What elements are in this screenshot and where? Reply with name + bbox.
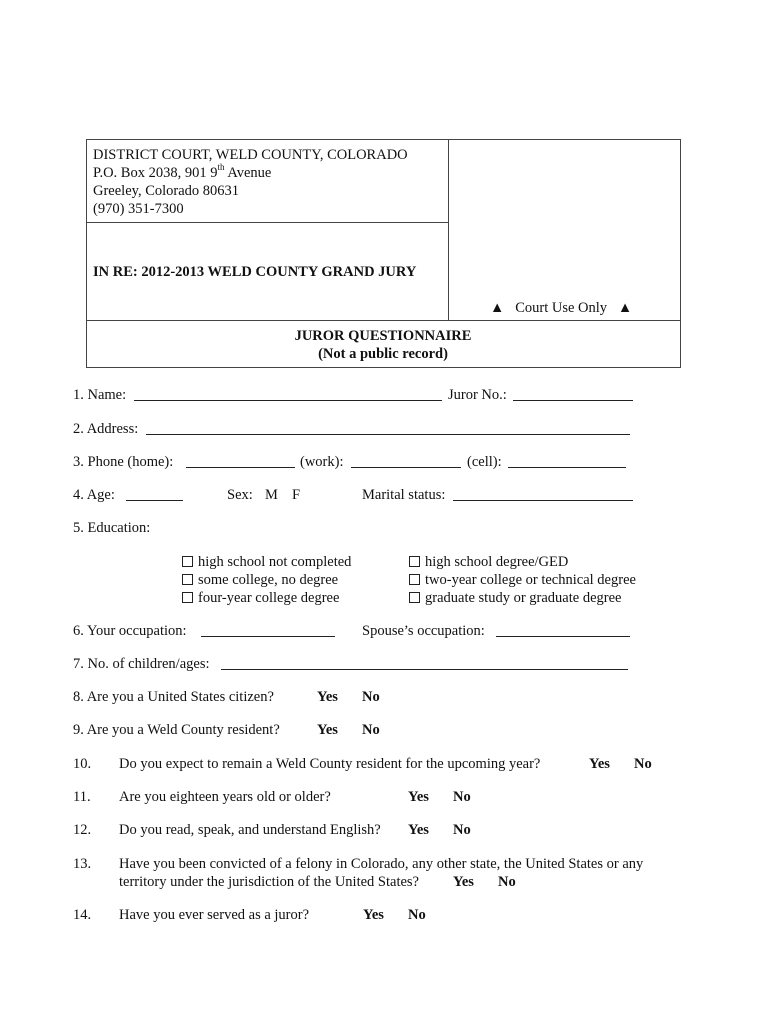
children-field[interactable] [221,656,628,670]
education-option-label: high school not completed [198,554,352,570]
phone-home-label: 3. Phone (home): [73,454,174,470]
form-subtitle: (Not a public record) [318,346,448,362]
felony-question-line1: Have you been convicted of a felony in Colorado, any other state, the United States or any [119,856,644,872]
education-option-label: four-year college degree [198,590,340,606]
checkbox-icon[interactable] [182,574,193,585]
caption-divider-bottom [86,320,680,321]
q12-number: 12. [73,822,92,838]
remain-resident-no[interactable]: No [634,756,652,772]
resident-yes[interactable]: Yes [317,722,338,738]
address-label: 2. Address: [73,421,139,437]
caption-divider-vertical [448,139,449,321]
education-option[interactable] [182,571,338,589]
remain-resident-question: Do you expect to remain a Weld County resident for the upcoming year? [119,756,541,772]
phone-work-field[interactable] [351,454,461,468]
occupation-field[interactable] [201,623,335,637]
felony-question-line2: territory under the jurisdiction of the United States? [119,874,419,890]
court-address-prefix: P.O. Box 2038, 901 9 [93,165,218,181]
english-question: Do you read, speak, and understand English? [119,822,381,838]
age-eighteen-question: Are you eighteen years old or older? [119,789,331,805]
education-option[interactable] [182,589,339,607]
form-title: JUROR QUESTIONNAIRE [294,328,472,344]
age-label: 4. Age: [73,487,115,503]
q10-number: 10. [73,756,92,772]
q14-number: 14. [73,907,92,923]
court-use-only: ▲ Court Use Only ▲ [490,300,633,316]
juror-no-label: Juror No.: [448,387,507,403]
marital-status-field[interactable] [453,487,633,501]
citizen-question: 8. Are you a United States citizen? [73,689,274,705]
court-name: DISTRICT COURT, WELD COUNTY, COLORADO [93,147,408,163]
resident-question: 9. Are you a Weld County resident? [73,722,280,738]
q13-number: 13. [73,856,92,872]
marital-status-label: Marital status: [362,487,446,503]
english-no[interactable]: No [453,822,471,838]
court-city: Greeley, Colorado 80631 [93,183,240,199]
spouse-occupation-field[interactable] [496,623,630,637]
name-label: 1. Name: [73,387,127,403]
sex-option-f[interactable]: F [292,487,301,503]
case-caption: IN RE: 2012-2013 WELD COUNTY GRAND JURY [93,264,417,280]
name-field[interactable] [134,387,442,401]
checkbox-icon[interactable] [409,592,420,603]
phone-cell-field[interactable] [508,454,626,468]
age-eighteen-yes[interactable]: Yes [408,789,429,805]
education-option[interactable] [409,553,568,571]
education-option[interactable] [409,571,636,589]
english-yes[interactable]: Yes [408,822,429,838]
checkbox-icon[interactable] [409,574,420,585]
felony-yes[interactable]: Yes [453,874,474,890]
phone-work-label: (work): [300,454,344,470]
education-option[interactable] [182,553,351,571]
checkbox-icon[interactable] [409,556,420,567]
education-label: 5. Education: [73,520,151,536]
children-label: 7. No. of children/ages: [73,656,210,672]
court-address-sup: th [217,162,225,173]
education-option-label: some college, no degree [198,572,339,588]
address-field[interactable] [146,421,630,435]
occupation-label: 6. Your occupation: [73,623,187,639]
caption-divider-middle [86,222,448,223]
education-option-label: high school degree/GED [425,554,569,570]
checkbox-icon[interactable] [182,592,193,603]
spouse-occupation-label: Spouse’s occupation: [362,623,485,639]
sex-option-m[interactable]: M [265,487,278,503]
phone-home-field[interactable] [186,454,295,468]
juror-no-field[interactable] [513,387,633,401]
juror-service-no[interactable]: No [408,907,426,923]
age-eighteen-no[interactable]: No [453,789,471,805]
court-phone: (970) 351-7300 [93,201,184,217]
juror-service-yes[interactable]: Yes [363,907,384,923]
phone-cell-label: (cell): [467,454,502,470]
court-address [93,164,271,182]
felony-no[interactable]: No [498,874,516,890]
age-field[interactable] [126,487,183,501]
education-option-label: graduate study or graduate degree [425,590,622,606]
citizen-no[interactable]: No [362,689,380,705]
education-option[interactable] [409,589,621,607]
q11-number: 11. [73,789,91,805]
education-option-label: two-year college or technical degree [425,572,636,588]
court-address-suffix: Avenue [224,165,272,181]
citizen-yes[interactable]: Yes [317,689,338,705]
remain-resident-yes[interactable]: Yes [589,756,610,772]
checkbox-icon[interactable] [182,556,193,567]
sex-label: Sex: [227,487,253,503]
juror-service-question: Have you ever served as a juror? [119,907,310,923]
resident-no[interactable]: No [362,722,380,738]
